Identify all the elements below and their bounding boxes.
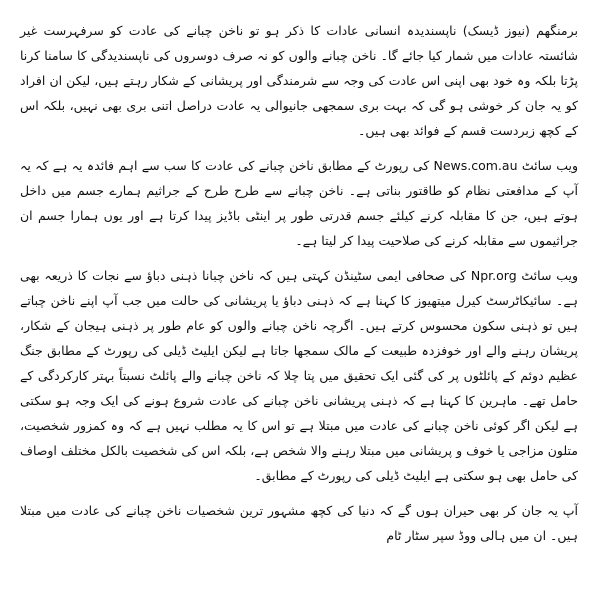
article-paragraph: ویب سائٹ Npr.org کی صحافی ایمی سٹینڈن کہتی ہیں کہ ناخن چبانا ذہنی دباؤ سے نجات کا ذریعہ بھی ہے۔ سائیکاٹرسٹ کیرل میتھیوز کا کہنا ہے کہ ذہنی دباؤ یا پریشانی کی حالت میں جب آپ اپنے ناخن چباتے ہیں تو ذہنی سکون محسوس کرتے ہیں۔ اگرچہ ناخن چبانے والوں کو عام طور پر ذہنی ہیجان کے شکار، پریشان رہنے والے اور خوفزدہ طبیعت کے مالک سمجھا جاتا ہے لیکن ایلیٹ ڈیلی کی رپورٹ کے مطابق جنگ عظیم دوئم کے پائلٹوں پر کی گئی ایک تحقیق میں پتا چلا کہ ناخن چبانے والے پائلٹ نسبتاً بہتر کارکردگی کے حامل تھے۔ ماہرین کا کہنا ہے کہ ذہنی پریشانی ناخن چبانے کی عادت شروع ہونے کی ایک وجہ ہو سکتی ہے لیکن اگر کوئی ناخن چبانے کی عادت میں مبتلا ہے تو اس کا یہ مطلب نہیں ہے کہ وہ کمزور شخصیت، متلون مزاجی یا خوف و پریشانی میں مبتلا رہنے والا شخص ہے، بلکہ اس کی شخصیت بالکل مختلف اوصاف کی حامل بھی ہو سکتی ہے ایلیٹ ڈیلی کی رپورٹ کے مطابق۔ bbox=[20, 268, 578, 483]
article-paragraph: ویب سائٹ News.com.au کی رپورٹ کے مطابق ناخن چبانے کی عادت کا سب سے اہم فائدہ یہ ہے کہ یہ آپ کے مدافعتی نظام کو طاقتور بناتی ہے۔ ناخن چبانے سے طرح طرح کے جراثیم ہمارے جسم میں داخل ہوتے ہیں، جن کا مقابلہ کرنے کیلئے جسم قدرتی طور پر اینٹی باڈیز پیدا کرتا ہے اور یوں ہمارا جسم ان جراثیموں سے مقابلہ کرنے کی صلاحیت پیدا کر لیتا ہے۔ bbox=[20, 158, 578, 248]
article-paragraph: آپ یہ جان کر بھی حیران ہوں گے کہ دنیا کی کچھ مشہور ترین شخصیات ناخن چبانے کی عادت میں مبتلا ہیں۔ ان میں ہالی ووڈ سپر سٹار ٹام bbox=[20, 503, 578, 543]
article-paragraph: برمنگھم (نیوز ڈیسک) ناپسندیدہ انسانی عادات کا ذکر ہو تو ناخن چبانے کی عادت کو سرفہرست غیر شائستہ عادات میں شمار کیا جائے گا۔ ناخن چبانے والوں کو نہ صرف دوسروں کی ناپسندیدگی کا سامنا کرنا پڑتا بلکہ وہ خود بھی اپنی اس عادت کی وجہ سے شرمندگی اور پریشانی کے شکار رہتے ہیں، لیکن ان افراد کو یہ جان کر خوشی ہو گی کہ بہت بری سمجھی جانیوالی یہ عادت دراصل اتنی بری بھی نہیں، بلکہ اس کے کچھ زبردست قسم کے فوائد بھی ہیں۔ bbox=[20, 23, 578, 138]
